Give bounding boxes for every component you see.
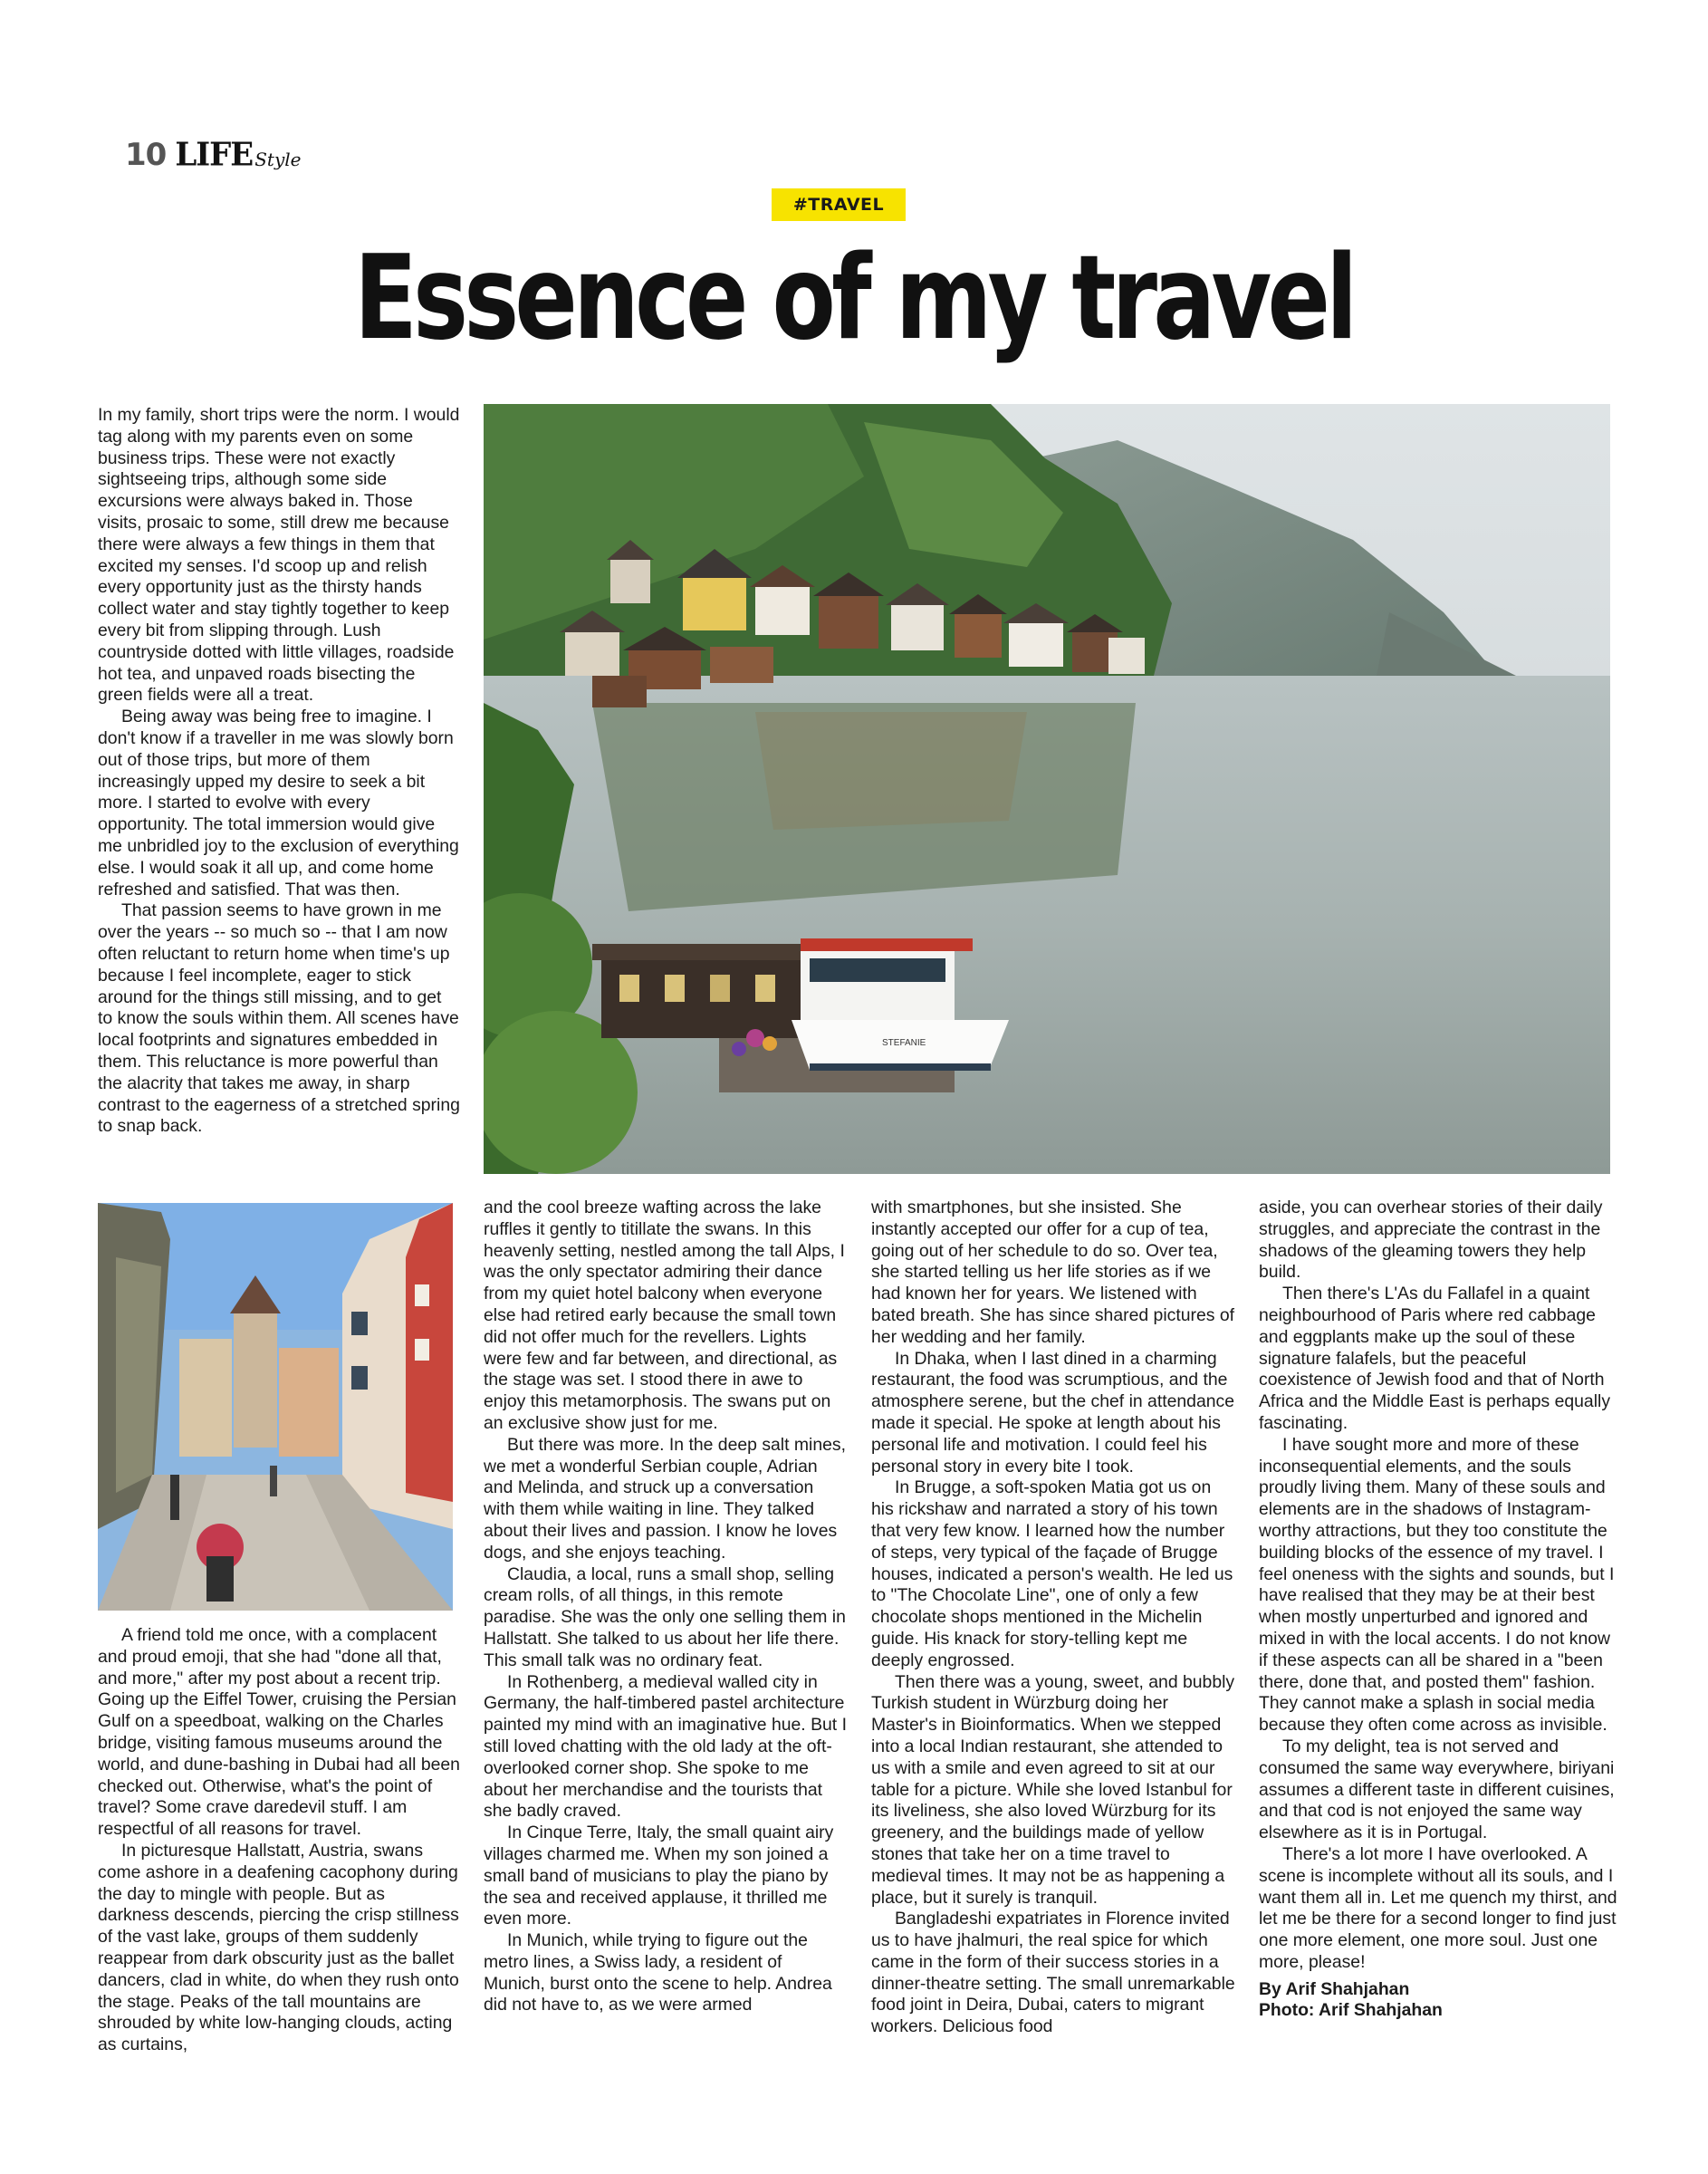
photo-credit: Photo: Arif Shahjahan bbox=[1259, 2000, 1443, 2021]
headline-text: Essence of my travel bbox=[354, 231, 1354, 366]
side-photo-street bbox=[98, 1203, 453, 1611]
paragraph: Then there's L'As du Fallafel in a quaint neighbourhood of Paris where red cabbage and eggplants make up the soul of these signature falafels, but the peaceful coexistence of Jewish food and that of North Africa and the Middle East is perhaps equally fascinating. bbox=[1259, 1284, 1611, 1433]
paragraph: aside, you can overhear stories of their daily struggles, and appreciate the contrast in the shadows of the gleaming towers they help build. bbox=[1259, 1198, 1603, 1283]
brand-logo bbox=[175, 136, 302, 174]
paragraph: and the cool breeze wafting across the lake ruffles it gently to titillate the swans. In this heavenly setting, nestled among the tall Alps, I was the only spectator admiring their dance from my quiet hotel balcony when everyone else had retired early because the small town did not offer much for the revellers. Lights were few and far between, and directional, as the stage was set. I stood there in awe to enjoy this metamorphosis. The swans put on an exclusive show just for me. bbox=[484, 1198, 845, 1433]
column-2 bbox=[484, 1198, 848, 2016]
column-1-top bbox=[98, 405, 460, 1138]
section-tag: #TRAVEL bbox=[772, 188, 906, 221]
paragraph: That passion seems to have grown in me over the years -- so much so -- that I am now often reluctant to return home when time's up because I feel incomplete, eager to stick around for the things still missing, and to get to know the souls within them. All scenes have local footprints and signatures embedded in them. This reluctance is more powerful than the alacrity that takes me away, in sharp contrast to the eagerness of a stretched spring to snap back. bbox=[98, 900, 460, 1137]
column-1-bottom bbox=[98, 1625, 460, 2056]
masthead bbox=[125, 127, 302, 174]
hero-photo-hallstatt bbox=[484, 404, 1610, 1174]
paragraph: In Cinque Terre, Italy, the small quaint airy villages charmed me. When my son joined a small band of musicians to play the piano by the sea and received applause, it thrilled me even more. bbox=[484, 1823, 834, 1929]
paragraph: There's a lot more I have overlooked. A scene is incomplete without all its souls, and I want them all in. Let me quench my thirst, and let me be there for a second longer to find just one more element, one more soul. Just one more, please! bbox=[1259, 1843, 1617, 1972]
paragraph: In Brugge, a soft-spoken Matia got us on his rickshaw and narrated a story of his town that very few know. I learned how the number of steps, very typical of the façade of Brugge houses, indicated a person's wealth. He led us to "The Chocolate Line", one of only a few chocolate shops mentioned in the Michelin guide. His knack for story-telling kept me deeply engrossed. bbox=[871, 1477, 1233, 1670]
paragraph: Being away was being free to imagine. I don't know if a traveller in me was slowly born out of those trips, but more of them increasingly upped my desire to seek a bit more. I started to evolve with every opportunity. The total immersion would give me unbridled joy to the exclusion of everything else. I would soak it all up, and come home refreshed and satisfied. That was then. bbox=[98, 707, 459, 899]
brand-script: Style bbox=[254, 149, 302, 170]
paragraph: In Munich, while trying to figure out the metro lines, a Swiss lady, a resident of Munich, burst onto the scene to help. Andrea did not have to, as we were armed bbox=[484, 1930, 832, 2015]
paragraph: But there was more. In the deep salt mines, we met a wonderful Serbian couple, Adrian and Melinda, and struck up a conversation with them while waiting in line. They talked about their lives and passion. I know he loves dogs, and she enjoys teaching. bbox=[484, 1434, 846, 1563]
headline bbox=[0, 226, 1708, 371]
column-4 bbox=[1259, 1198, 1623, 2022]
paragraph: Then there was a young, sweet, and bubbly Turkish student in Würzburg doing her Master's in Bioinformatics. When we stepped into a local Indian restaurant, she attended to us with a smile and even agreed to sit at our table for a picture. While she loved Istanbul for its liveliness, she also loved Würzburg for its greenery, and the buildings made of yellow stones that take her on a time travel to medieval times. It may not be as happening a place, but it surely is tranquil. bbox=[871, 1671, 1235, 1908]
paragraph: Claudia, a local, runs a small shop, selling cream rolls, of all things, in this remote paradise. She was the only one selling them in Hallstatt. She talked to us about her life there. This small talk was no ordinary feat. bbox=[484, 1563, 846, 1670]
brand-main: LIFE bbox=[175, 136, 254, 174]
paragraph: with smartphones, but she insisted. She instantly accepted our offer for a cup of tea, going out of her schedule to do so. Over tea, she started telling us her life stories as if we had known her for years. We listened with bated breath. She has since shared pictures of her wedding and her family. bbox=[871, 1198, 1234, 1347]
paragraph: To my delight, tea is not served and consumed the same way everywhere, biriyani assumes a different taste in different cuisines, and that cod is not enjoyed the same way elsewhere as it is in Portugal. bbox=[1259, 1736, 1615, 1843]
paragraph: In Dhaka, when I last dined in a charming restaurant, the food was scrumptious, and the atmosphere serene, but the chef in attendance made it special. He spoke at length about his personal life and motivation. I could feel his personal story in every bite I took. bbox=[871, 1348, 1235, 1477]
paragraph: A friend told me once, with a complacent and proud emoji, that she had "done all that, and more," after my post about a recent trip. Going up the Eiffel Tower, cruising the Persian Gulf on a speedboat, walking on the Charles bridge, visiting famous museums around the world, and dune-bashing in Dubai had all been checked out. Otherwise, what's the point of travel? Some crave daredevil stuff. I am respectful of all reasons for travel. bbox=[98, 1625, 460, 1840]
page-number: 10 bbox=[125, 137, 167, 173]
paragraph: In my family, short trips were the norm. I would tag along with my parents even on some business trips. These were not exactly sightseeing trips, although some side excursions were always baked in. Those visits, prosaic to some, still drew me because there were always a few things in them that excited my senses. I'd scoop up and relish every opportunity just as the thirsty hands collect water and stay tightly together to keep every bit from slipping through. Lush countryside dotted with little villages, roadside hot tea, and unpaved roads bisecting the green fields were all a treat. bbox=[98, 405, 460, 706]
column-3 bbox=[871, 1198, 1235, 2038]
byline: By Arif Shahjahan bbox=[1259, 1978, 1410, 1999]
boat-name: STEFANIE bbox=[882, 1038, 926, 1048]
paragraph: In picturesque Hallstatt, Austria, swans come ashore in a deafening cacophony during the day to mingle with people. But as darkness descends, piercing the crisp stillness of the vast lake, groups of them suddenly reappear from dark obscurity just as the ballet dancers, clad in white, do when they rush onto the stage. Peaks of the tall mountains are shrouded by white low-hanging clouds, acting as curtains, bbox=[98, 1840, 459, 2055]
paragraph: Bangladeshi expatriates in Florence invited us to have jhalmuri, the real spice for which came in the form of their success stories in a dinner-theatre setting. The small unremarkable food joint in Deira, Dubai, caters to migrant workers. Delicious food bbox=[871, 1909, 1235, 2037]
paragraph: I have sought more and more of these inconsequential elements, and the souls proudly living them. Many of these souls and elements are in the shadows of Instagram-worthy attractions, but they too constitute the building blocks of the essence of my travel. I feel oneness with the sights and sounds, but I have realised that they may be at their best when mostly unperturbed and ignored and mixed in with the local accents. I do not know if these aspects can all be shared in a "been there, done that, and posted them" fashion. They cannot make a splash in social media because they often come across as invisible. bbox=[1259, 1434, 1615, 1736]
paragraph: In Rothenberg, a medieval walled city in Germany, the half-timbered pastel architecture painted my mind with an imaginative hue. But I still loved chatting with the old lady at the oft-overlooked corner shop. She spoke to me about her merchandise and the tourists that she badly craved. bbox=[484, 1671, 847, 1822]
